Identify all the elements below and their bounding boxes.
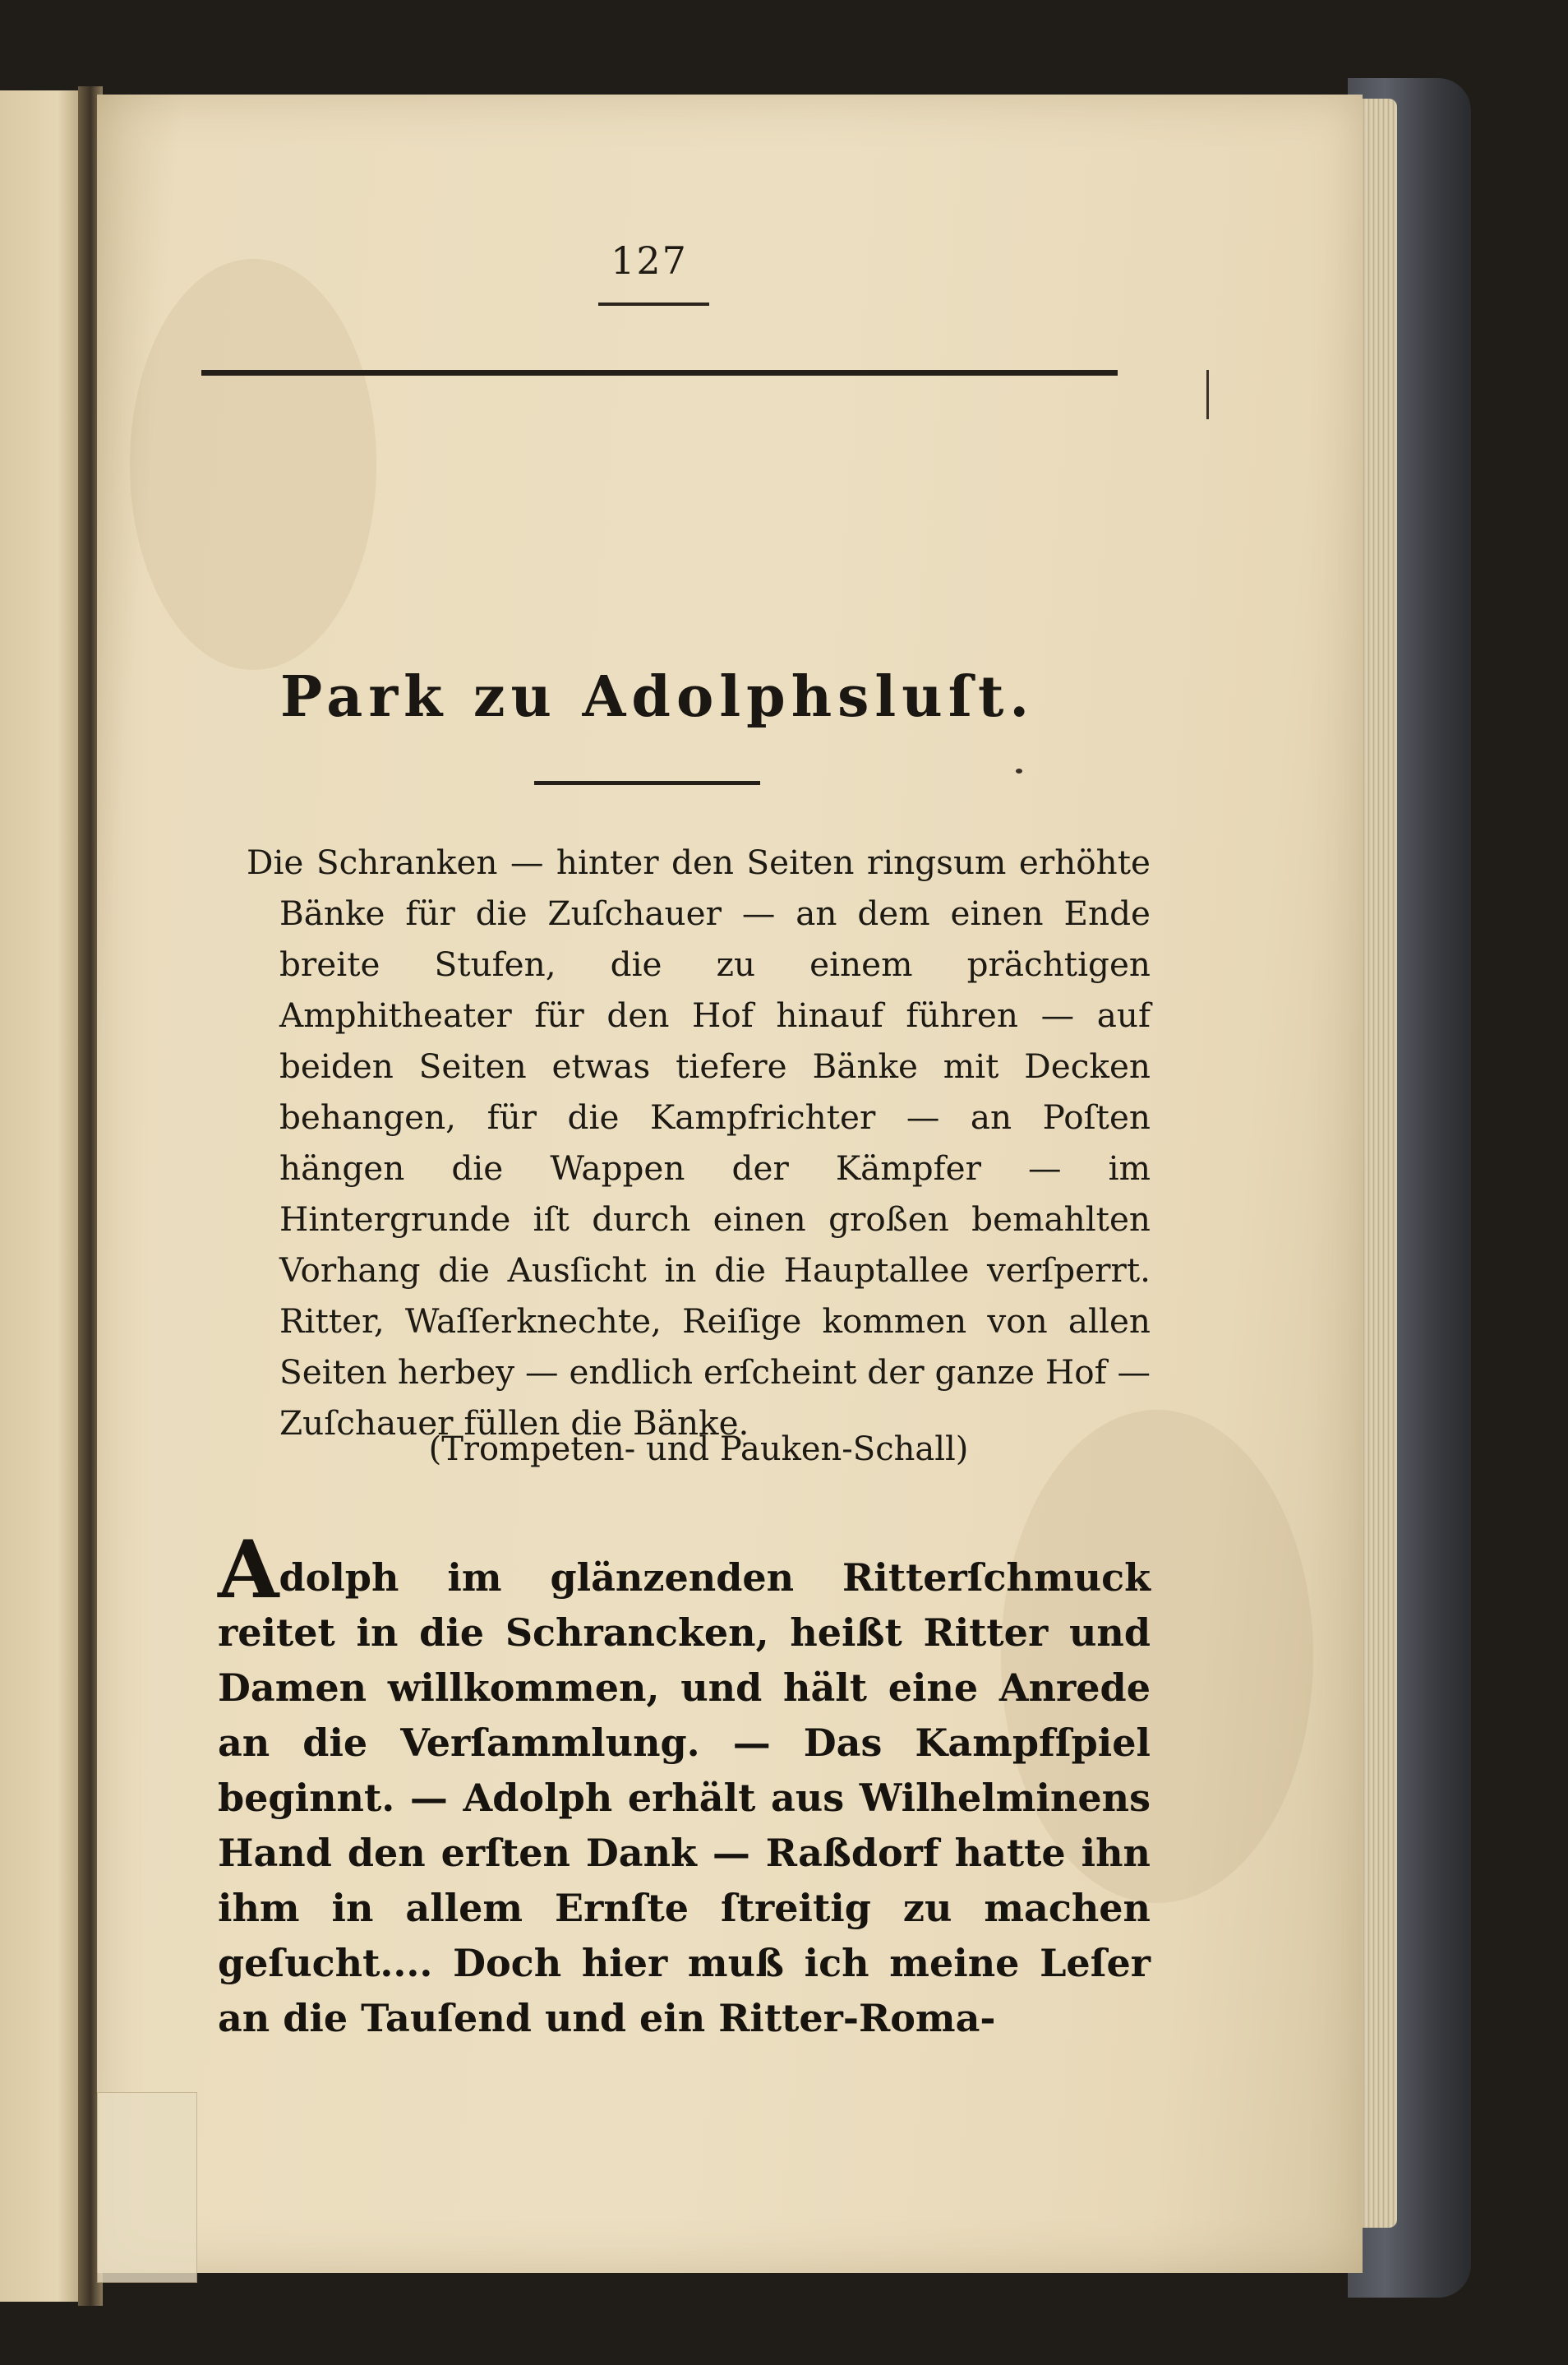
- narrative-paragraph: [218, 1523, 1151, 2046]
- paper-stain: [130, 259, 376, 670]
- drop-initial: A: [218, 1523, 279, 1616]
- ink-speck: [1206, 370, 1209, 419]
- title-rule: [534, 781, 760, 785]
- previous-page-edge: [0, 90, 82, 2302]
- stage-direction: Die Schranken — hinter den Seiten ringsum erhöhte Bänke für die Zuſchauer — an dem einen Ende breite Stufen, die zu einem prächtigen Amphitheater für den Hof hinauf führen — auf beiden Seiten etwas tiefere Bänke mit Decken behangen, für die Kampfrichter — an Poſten hängen die Wappen der Kämpfer — im Hintergrunde iſt durch einen großen bemahlten Vorhang die Ausſicht in die Hauptallee verſperrt. Ritter, Waſſerknechte, Reiſige kommen von allen Seiten herbey — endlich erſcheint der ganze Hof — Zuſchauer füllen die Bänke.: [247, 843, 1151, 1443]
- narrative-text: dolph im glänzenden Ritterſchmuck reitet in die Schrancken, heißt Ritter und Damen willkommen, und hält eine Anrede an die Verſammlung. — Das Kampfſpiel beginnt. — Adolph erhält aus Wilhelminens Hand den erſten Dank — Raßdorf hatte ihn ihm in allem Ernſte ſtreitig zu machen geſucht.... Doch hier muß ich meine Leſer an die Tauſend und ein Ritter-Roma-: [218, 1555, 1151, 2040]
- header-rule: [201, 370, 1118, 376]
- page-number: 127: [611, 238, 688, 283]
- ink-speck: [1016, 769, 1022, 774]
- paper-tear: [97, 2092, 197, 2283]
- page-number-underline: [598, 303, 709, 306]
- section-title: Park zu Adolphsluſt.: [279, 664, 1035, 730]
- sound-cue: (Trompeten- und Pauken-Schall): [428, 1430, 969, 1468]
